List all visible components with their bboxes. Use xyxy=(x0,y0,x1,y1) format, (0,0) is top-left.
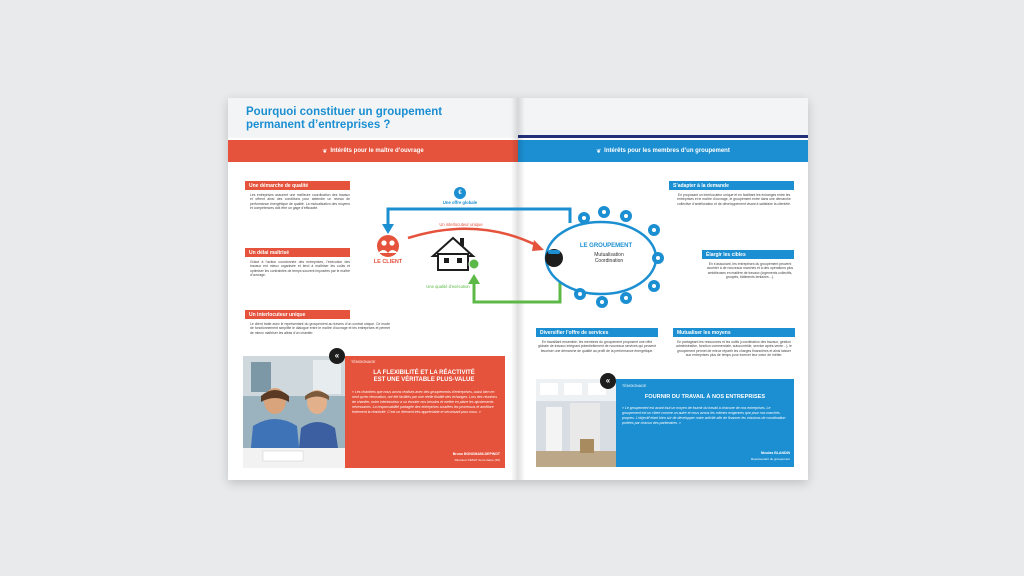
bird-icon: ❦ xyxy=(322,148,328,155)
testimony-author-right: Nicolas BLANDIN xyxy=(760,451,790,455)
tag-delai-maitrise: Un délai maîtrisé xyxy=(245,248,350,257)
diagram-graphic xyxy=(228,98,808,480)
chevrons-left-icon: « xyxy=(600,373,616,389)
tag-elargir-cibles: Élargir les cibles xyxy=(702,250,794,259)
label-groupement: LE GROUPEMENT xyxy=(579,243,633,249)
arrow-head-red xyxy=(532,240,544,251)
arrow-qualite xyxy=(474,276,560,302)
paragraph-demarche-qualite: Les entreprises assurent une meilleure coordination des travaux et offrent ainsi des conditions pour atteindre un niveau de performance énergétique de qualité. La mutualisation des moyens et compétences doit être un gage d’efficacité. xyxy=(250,193,350,211)
tag-diversifier-offre: Diversifier l’offre de services xyxy=(536,328,658,337)
paragraph-interlocuteur-unique: Le client traite avec le représentant du groupement au travers d’un contrat unique. Ce mode de fonctionnement simplifie le dialogue entre le maître d’ouvrage et les entreprises et permet de mieux maîtriser les aléas d’un chantier. xyxy=(250,322,390,335)
paragraph-elargir-cibles: En s’associant, les entreprises du groupement peuvent accéder à de nouveaux marchés et à des opérations plus ambitieuses en matière de travaux (logements collectifs, groupés, bâtiments tertiaires…). xyxy=(706,262,794,280)
tag-interlocuteur-unique: Un interlocuteur unique xyxy=(245,310,350,319)
paragraph-adapter-demande: En proposant un interlocuteur unique et en facilitant les échanges entre les entreprises et le maître d’ouvrage, le groupement entre dans une démarche collective d’amélioration et de développement visant à satisfaire la clientèle. xyxy=(677,193,791,206)
arrow-head-green xyxy=(468,274,480,284)
testimony-author-left: Bruno BONOMANI-DEPINDT xyxy=(452,452,500,456)
testimony-label-left: TÉMOIGNAGE xyxy=(351,360,376,364)
arrow-head-blue xyxy=(382,224,394,234)
testimony-title-line1: LA FLEXIBILITÉ ET LA RÉACTIVITÉ xyxy=(373,370,475,376)
label-mutualisation: Mutualisation xyxy=(594,252,624,258)
euro-symbol: € xyxy=(458,190,462,196)
tag-adapter-demande: S’adapter à la demande xyxy=(669,181,794,190)
paragraph-mutualiser-moyens: En partageant les ressources et les outils (coordination des travaux, gestion administrative, fonction commerciale, autocontrôle, service après-vente…), le groupement permet de mieux répartir les charges financières et ainsi laisser aux entreprises plus de temps pour exercer leur cœur de métier. xyxy=(676,340,792,358)
house-icon xyxy=(433,238,473,270)
quality-seal-icon xyxy=(469,259,479,269)
label-offre-globale: Une offre globale xyxy=(442,200,478,205)
arrow-interlocuteur xyxy=(408,229,538,246)
section-header-label: Intérêts pour les membres d’un groupement xyxy=(604,148,730,154)
testimony-label-right: TÉMOIGNAGE xyxy=(622,384,647,388)
client-people-icon xyxy=(377,235,399,257)
paragraph-delai-maitrise: Grâce à l’action coordonnée des entreprises, l’exécution des travaux est mieux organisée et tend à maîtriser les coûts et optimiser les contraintes de temps souvent imposées par le maître d’ouvrage. xyxy=(250,260,350,278)
chevrons-left-icon: « xyxy=(329,348,345,364)
label-interlocuteur: Un interlocuteur unique xyxy=(439,222,483,227)
testimony-title-right: FOURNIR DU TRAVAIL À NOS ENTREPRISES xyxy=(644,394,766,400)
label-coordination: Coordination xyxy=(594,258,624,264)
tag-mutualiser-moyens: Mutualiser les moyens xyxy=(673,328,795,337)
page-title: Pourquoi constituer un groupement permanent d’entreprises ? xyxy=(246,106,443,131)
section-header-label: Intérêts pour le maître d’ouvrage xyxy=(330,148,424,154)
paragraph-diversifier-offre: En travaillant ensemble, les membres du groupement proposent une offre globale de travaux intégrant potentiellement de nouveaux services qui peuvent favoriser une démarche de qualité au profit de la performance énergétique. xyxy=(538,340,656,353)
testimony-role-left: Directeur d’ESAT de la Harpe (35) xyxy=(454,458,500,462)
testimony-quote-right: « Le groupement est avant tout un moyen de fournir du travail à chacune de nos entreprises. Le groupement est un client comme un autre et nous avons les mêmes exigences que pour nos marchés propres. L’objectif étant bien sûr de développer notre activité afin de financer les missions de coordination portées par chacun des partenaires. » xyxy=(622,406,786,425)
testimony-quote-left: « Les chantiers que nous avons réalisés avec des groupements d’entreprises, aussi bien en neuf qu’en rénovation, ont été facilités par une réelle fluidité des échanges. Lors des réunions de chantier, notre interlocuteur a su écouter nos besoins et mettre en place les ajustements nécessaires. La responsabilité partagée des entreprises soudées les processus et améliore fortement la réactivité. C’est un élément très appréciable et sécurisant pour nous. » xyxy=(352,390,497,414)
label-qualite: Une qualité d’exécution xyxy=(426,284,470,289)
brochure-spread xyxy=(228,98,808,480)
testimony-role-right: Représentant du groupement xyxy=(750,457,790,461)
label-client: LE CLIENT xyxy=(373,259,403,265)
tag-demarche-qualite: Une démarche de qualité xyxy=(245,181,350,190)
testimony-title-line2: EST UNE VÉRITABLE PLUS-VALUE xyxy=(373,377,475,383)
bird-icon: ❦ xyxy=(596,148,602,155)
